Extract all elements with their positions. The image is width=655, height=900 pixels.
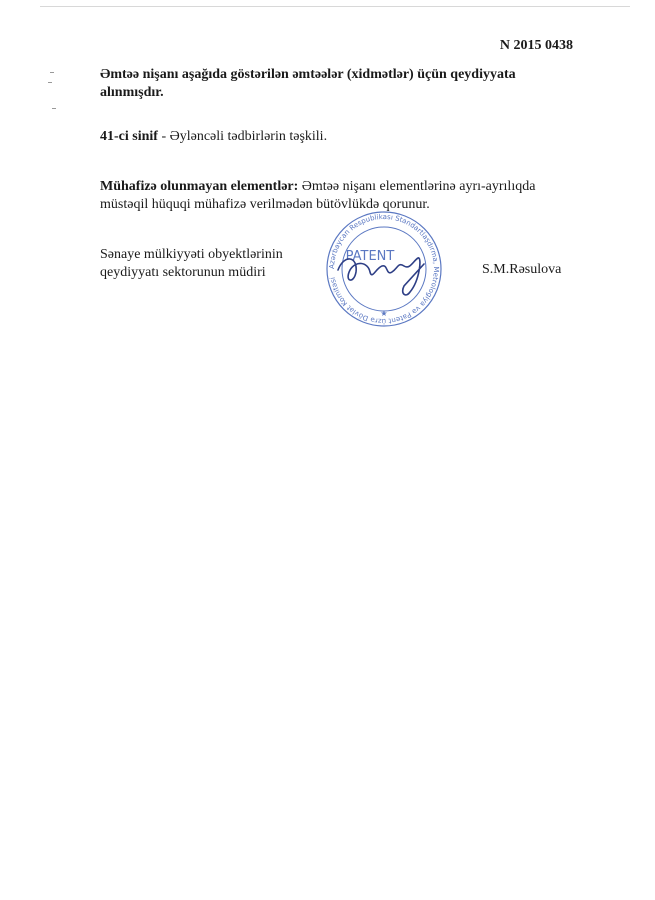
margin-mark (48, 82, 52, 83)
signatory-title-line1: Sənaye mülkiyyəti obyektlərinin (100, 247, 283, 262)
margin-mark (50, 72, 54, 73)
class-text: - Əyləncəli tədbirlərin təşkili. (157, 129, 328, 144)
unprotected-label: Mühafizə olunmayan elementlər: (100, 179, 299, 194)
signatory-title (100, 246, 310, 282)
unprotected-text: Əmtəə nişanı elementlərinə ayrı-ayrılıqda müstəqil hüquqi mühafizə verilmədən bütövlükdə qorunur. (100, 179, 536, 212)
signatory-name: S.M.Rəsulova (482, 262, 562, 277)
unprotected-elements-paragraph (100, 178, 580, 214)
signatory-title-line2: qeydiyyatı sektorunun müdiri (100, 265, 266, 280)
stamp-label: PATENT (345, 249, 395, 264)
margin-mark (52, 108, 56, 109)
document-number: N 2015 0438 (499, 38, 573, 53)
class-paragraph (100, 128, 580, 146)
stamp-star-icon: ★ (380, 309, 388, 318)
intro-paragraph: Əmtəə nişanı aşağıda göstərilən əmtəələr (xidmətlər) üçün qeydiyyata alınmışdır. (100, 67, 516, 100)
scan-edge-line (40, 6, 630, 7)
official-stamp (314, 210, 454, 328)
class-label: 41-ci sinif (100, 129, 158, 144)
stamp-ring-text: Azərbaycan Respublikası Standartlaşdırma, Metrologiya və Patent üzrə Dövlət Komitəsi (327, 212, 441, 326)
